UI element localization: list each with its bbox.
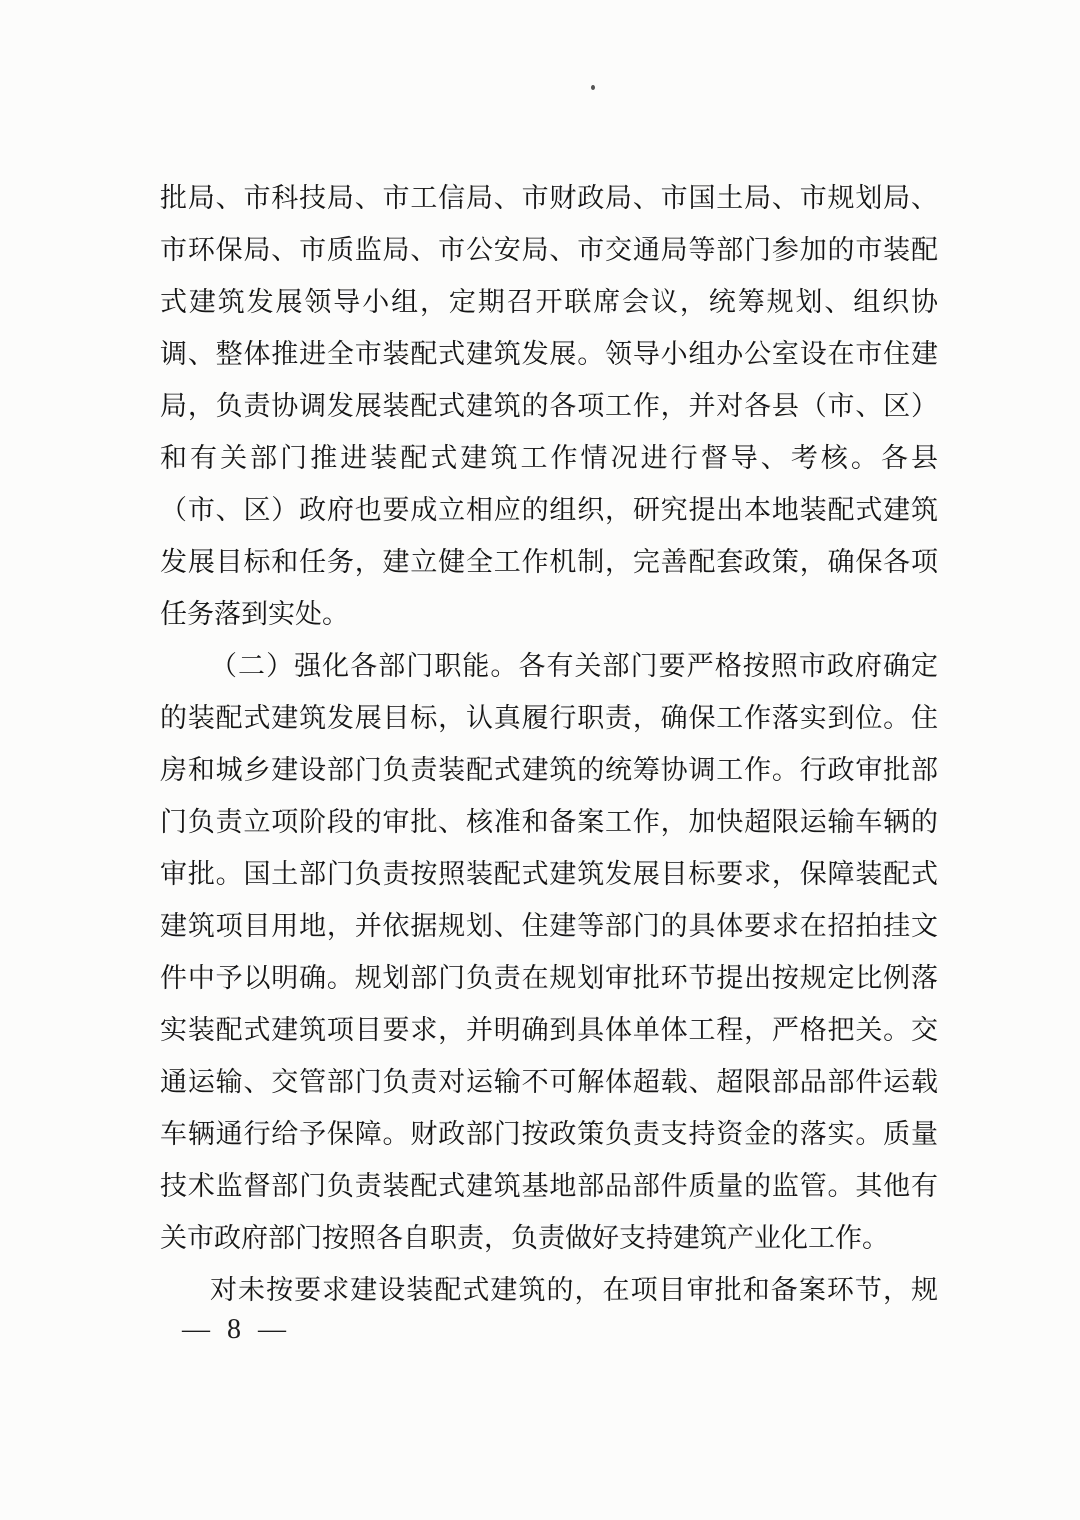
text-line: 批局、市科技局、市工信局、市财政局、市国土局、市规划局、 bbox=[160, 183, 938, 213]
text-line: 任务落到实处。 bbox=[160, 599, 349, 629]
text-line: 门负责立项阶段的审批、核准和备案工作，加快超限运输车辆的 bbox=[160, 807, 938, 837]
page-number: — 8 — bbox=[182, 1314, 286, 1345]
text-line: 房和城乡建设部门负责装配式建筑的统筹协调工作。行政审批部 bbox=[160, 755, 938, 785]
text-line: （市、区）政府也要成立相应的组织，研究提出本地装配式建筑 bbox=[160, 495, 938, 525]
text-line: 对未按要求建设装配式建筑的，在项目审批和备案环节，规 bbox=[210, 1275, 938, 1305]
text-line: 审批。国土部门负责按照装配式建筑发展目标要求，保障装配式 bbox=[160, 859, 938, 889]
text-line: 建筑项目用地，并依据规划、住建等部门的具体要求在招拍挂文 bbox=[160, 911, 938, 941]
text-line: 通运输、交管部门负责对运输不可解体超载、超限部品部件运载 bbox=[160, 1067, 938, 1097]
text-line: 局，负责协调发展装配式建筑的各项工作，并对各县（市、区） bbox=[160, 391, 938, 421]
text-line: 的装配式建筑发展目标，认真履行职责，确保工作落实到位。住 bbox=[160, 703, 938, 733]
text-line: 调、整体推进全市装配式建筑发展。领导小组办公室设在市住建 bbox=[160, 339, 938, 369]
text-line: 关市政府部门按照各自职责，负责做好支持建筑产业化工作。 bbox=[160, 1223, 889, 1253]
scan-speck bbox=[591, 85, 595, 90]
text-line: （二）强化各部门职能。各有关部门要严格按照市政府确定 bbox=[210, 651, 938, 681]
text-line: 发展目标和任务，建立健全工作机制，完善配套政策，确保各项 bbox=[160, 547, 938, 577]
text-line: 式建筑发展领导小组，定期召开联席会议，统筹规划、组织协 bbox=[160, 287, 938, 317]
text-line: 市环保局、市质监局、市公安局、市交通局等部门参加的市装配 bbox=[160, 235, 938, 265]
text-line: 和有关部门推进装配式建筑工作情况进行督导、考核。各县 bbox=[160, 443, 938, 473]
text-line: 车辆通行给予保障。财政部门按政策负责支持资金的落实。质量 bbox=[160, 1119, 938, 1149]
text-line: 件中予以明确。规划部门负责在规划审批环节提出按规定比例落 bbox=[160, 963, 938, 993]
document-body-text bbox=[160, 172, 938, 1316]
text-line: 实装配式建筑项目要求，并明确到具体单体工程，严格把关。交 bbox=[160, 1015, 938, 1045]
text-line: 技术监督部门负责装配式建筑基地部品部件质量的监管。其他有 bbox=[160, 1171, 938, 1201]
